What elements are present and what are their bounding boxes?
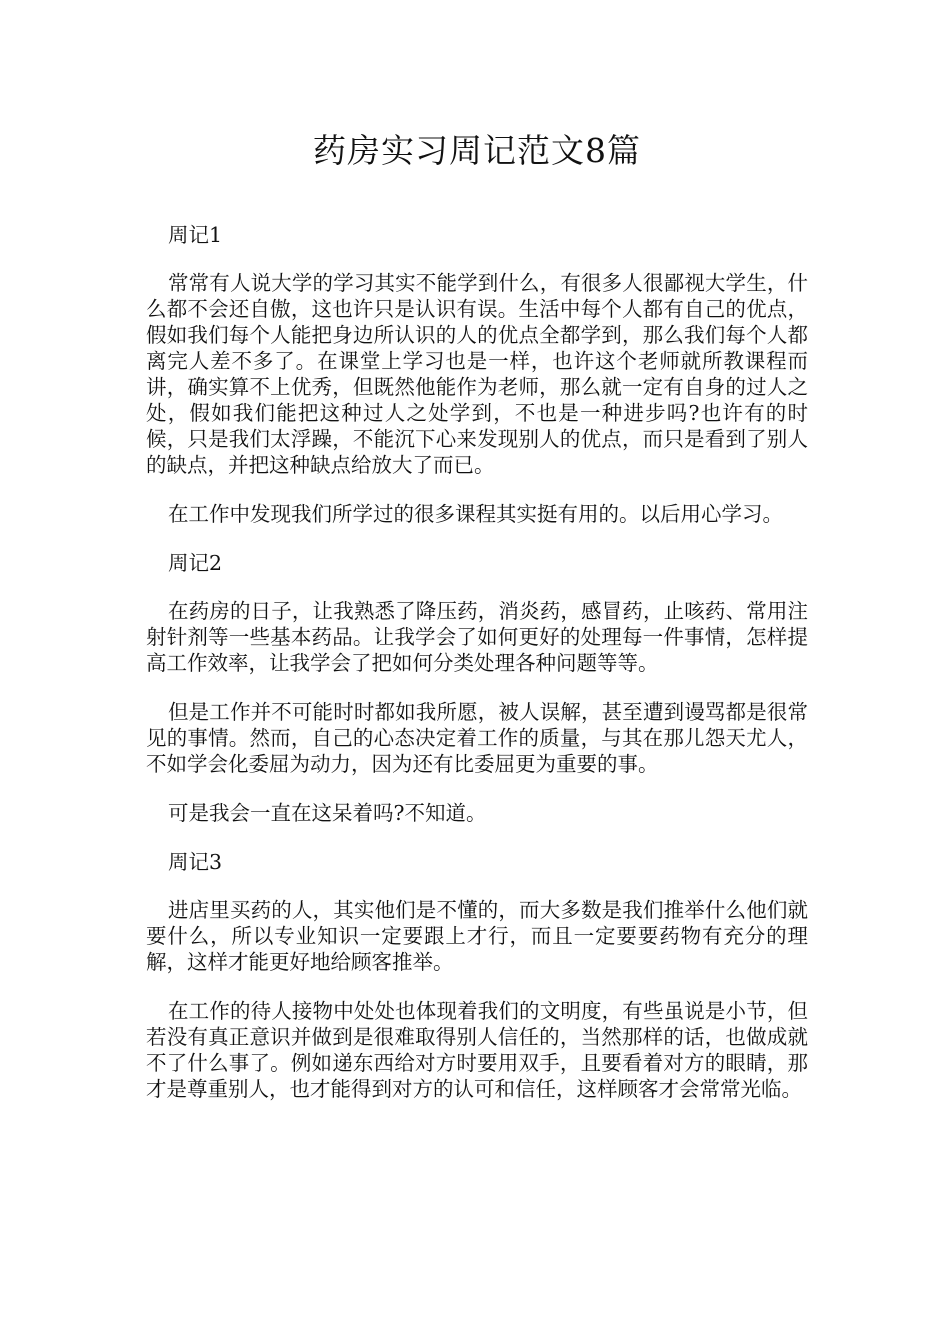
paragraph: 在工作中发现我们所学过的很多课程其实挺有用的。以后用心学习。 [168, 502, 783, 526]
paragraph: 在工作的待人接物中处处也体现着我们的文明度，有些虽说是小节，但若没有真正意识并做到是很难取得别人信任的，当然那样的话，也做成就不了什么事了。例如递东西给对方时要用双手，且要看着对方的眼睛，那才是尊重别人，也才能得到对方的认可和信任，这样顾客才会常常光临。 [146, 999, 808, 1101]
document-body [146, 222, 808, 1125]
section-heading-3: 周记3 [168, 850, 223, 874]
document-title: 药房实习周记范文8篇 [313, 131, 641, 170]
paragraph: 但是工作并不可能时时都如我所愿，被人误解，甚至遭到谩骂都是很常见的事情。然而，自己的心态决定着工作的质量，与其在那儿怨天尤人，不如学会化委屈为动力，因为还有比委屈更为重要的事。 [146, 700, 808, 776]
paragraph: 在药房的日子，让我熟悉了降压药，消炎药，感冒药，止咳药、常用注射针剂等一些基本药品。让我学会了如何更好的处理每一件事情，怎样提高工作效率，让我学会了把如何分类处理各种问题等等。 [146, 599, 808, 675]
paragraph: 可是我会一直在这呆着吗?不知道。 [168, 801, 487, 825]
paragraph: 常常有人说大学的学习其实不能学到什么，有很多人很鄙视大学生，什么都不会还自傲，这也许只是认识有误。生活中每个人都有自己的优点，假如我们每个人能把身边所认识的人的优点全都学到，那么我们每个人都离完人差不多了。在课堂上学习也是一样，也许这个老师就所教课程而讲，确实算不上优秀，但既然他能作为老师，那么就一定有自身的过人之处，假如我们能把这种过人之处学到，不也是一种进步吗?也许有的时候，只是我们太浮躁，不能沉下心来发现别人的优点，而只是看到了别人的缺点，并把这种缺点给放大了而已。 [146, 271, 808, 477]
paragraph: 进店里买药的人，其实他们是不懂的，而大多数是我们推举什么他们就要什么，所以专业知识一定要跟上才行，而且一定要要药物有充分的理解，这样才能更好地给顾客推举。 [146, 898, 808, 974]
section-heading-1: 周记1 [168, 223, 223, 247]
section-heading-2: 周记2 [168, 551, 223, 575]
